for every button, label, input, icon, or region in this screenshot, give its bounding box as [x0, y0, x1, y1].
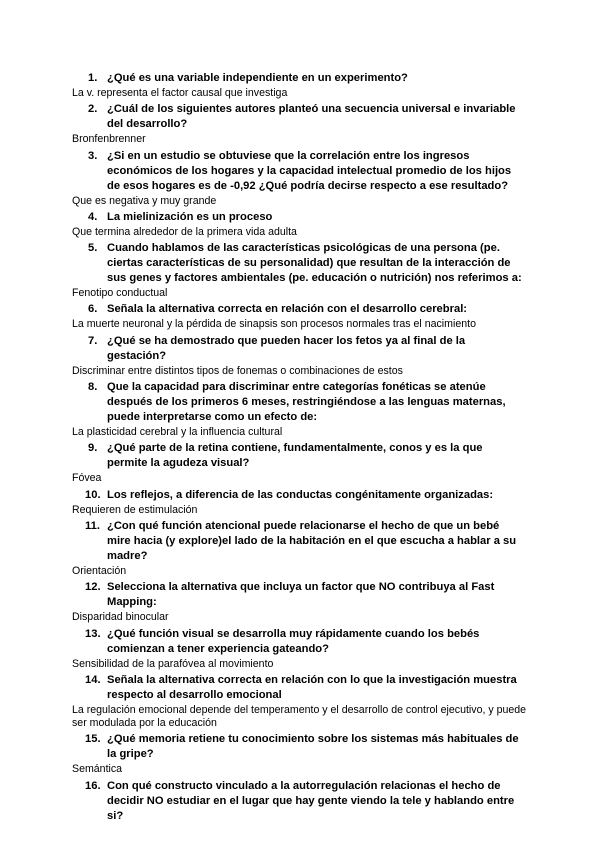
qa-item-6: [0, 302, 600, 331]
question: [88, 71, 522, 86]
question-text: ¿Qué se ha demostrado que pueden hacer los fetos ya al final de la gestación?: [107, 334, 466, 362]
answer-text: Que termina alrededor de la primera vida adulta: [72, 225, 297, 238]
question: [88, 102, 522, 132]
question: [88, 149, 522, 194]
qa-item-5: [0, 241, 600, 300]
qa-item-15: [0, 732, 600, 776]
question-text: ¿Qué parte de la retina contiene, fundamentalmente, conos y es la que permite la agudeza visual?: [107, 442, 483, 470]
qa-item-11: [0, 519, 600, 578]
qa-item-16: [0, 779, 600, 824]
qa-item-1: [0, 71, 600, 100]
qa-item-2: [0, 102, 600, 146]
answer-text: La regulación emocional depende del temperamento y el desarrollo de control ejecutivo, y puede ser modulada por la educación: [72, 703, 527, 730]
answer-text: Disparidad binocular: [72, 611, 169, 624]
answer-text: Fóvea: [72, 472, 102, 485]
question-text: ¿Qué memoria retiene tu conocimiento sobre los sistemas más habituales de la gripe?: [107, 733, 519, 761]
question-text: Los reflejos, a diferencia de las conductas congénitamente organizadas:: [107, 488, 494, 501]
question-number: 1.: [88, 72, 98, 84]
qa-item-14: [0, 673, 600, 731]
question-number: 7.: [88, 334, 98, 347]
question-text: La mielinización es un proceso: [107, 210, 273, 223]
question-text: Señala la alternativa correcta en relación con lo que la investigación muestra respecto al desarrollo emocional: [107, 673, 517, 701]
answer-text: Fenotipo conductual: [72, 287, 168, 300]
answer-text: La muerte neuronal y la pérdida de sinapsis son procesos normales tras el nacimiento: [72, 318, 476, 331]
question: [88, 302, 522, 317]
question-number: 8.: [88, 381, 98, 394]
question-text: ¿Cuál de los siguientes autores planteó una secuencia universal e invariable del desarrollo?: [107, 103, 516, 131]
question: [88, 380, 522, 425]
question: [88, 241, 522, 286]
question-number: 10.: [85, 488, 101, 501]
qa-item-8: [0, 380, 600, 439]
question-number: 11.: [85, 519, 100, 532]
answer-text: Orientación: [72, 564, 127, 577]
question: [85, 488, 522, 503]
question-text: ¿Qué función visual se desarrolla muy rápidamente cuando los bebés comienzan a tener experiencia gateando?: [107, 627, 480, 655]
question: [85, 673, 522, 703]
question-number: 3.: [88, 149, 98, 162]
qa-item-10: [0, 488, 600, 517]
question-number: 6.: [88, 303, 98, 316]
answer-text: La plasticidad cerebral y la influencia cultural: [72, 426, 283, 439]
answer-text: Bronfenbrenner: [72, 133, 146, 146]
question-number: 9.: [88, 442, 98, 455]
question-text: Que la capacidad para discriminar entre categorías fonéticas se atenúe después de los primeros 6 meses, restringiéndose a las lenguas maternas, puede interpretarse como un efecto de:: [107, 381, 506, 424]
question-number: 16.: [85, 779, 101, 792]
answer-text: Discriminar entre distintos tipos de fonemas o combinaciones de estos: [72, 364, 403, 377]
question-text: Con qué constructo vinculado a la autorregulación relacionas el hecho de decidir NO estudiar en el lugar que hay gente viendo la tele y hablando entre si?: [107, 779, 515, 822]
question-number: 14.: [85, 673, 101, 686]
question-number: 2.: [88, 103, 98, 116]
answer-text: Sensibilidad de la parafóvea al movimiento: [72, 657, 274, 670]
question: [85, 627, 522, 657]
answer-text: Semántica: [72, 763, 123, 776]
question-number: 13.: [85, 627, 101, 640]
qa-item-9: [0, 441, 600, 485]
qa-item-13: [0, 627, 600, 671]
qa-item-7: [0, 334, 600, 378]
qa-item-3: [0, 149, 600, 208]
question-text: Señala la alternativa correcta en relación con el desarrollo cerebral:: [107, 303, 468, 316]
question: [85, 732, 522, 762]
question: [88, 334, 522, 364]
question: [85, 519, 522, 564]
answer-text: Que es negativa y muy grande: [72, 194, 217, 207]
question: [85, 580, 522, 610]
question-text: Cuando hablamos de las características psicológicas de una persona (pe. ciertas características de su personalidad) que resultan de la interacción de sus genes y factores ambientales (pe. educación o nutrición) nos referimos a:: [107, 242, 522, 285]
question-number: 15.: [85, 733, 101, 746]
qa-item-12: [0, 580, 600, 624]
question-number: 12.: [85, 581, 101, 594]
question: [85, 779, 522, 824]
question-list: [0, 71, 600, 824]
answer-text: La v. representa el factor causal que investiga: [72, 87, 288, 99]
question: [88, 210, 522, 225]
question-text: ¿Con qué función atencional puede relacionarse el hecho de que un bebé mire hacia (y explore)el lado de la habitación en el que escucha a hablar a su madre?: [107, 519, 517, 562]
question-text: ¿Si en un estudio se obtuviese que la correlación entre los ingresos económicos de los hogares y la capacidad intelectual promedio de los hijos de esos hogares es de -0,92 ¿Qué podría decirse respecto a ese resultado?: [107, 149, 512, 192]
qa-item-4: [0, 210, 600, 239]
answer-text: Requieren de estimulación: [72, 503, 198, 516]
question-text: ¿Qué es una variable independiente en un experimento?: [107, 72, 408, 84]
question: [88, 441, 522, 471]
question-number: 5.: [88, 242, 98, 255]
question-text: Selecciona la alternativa que incluya un factor que NO contribuya al Fast Mapping:: [107, 581, 495, 609]
question-number: 4.: [88, 210, 98, 223]
